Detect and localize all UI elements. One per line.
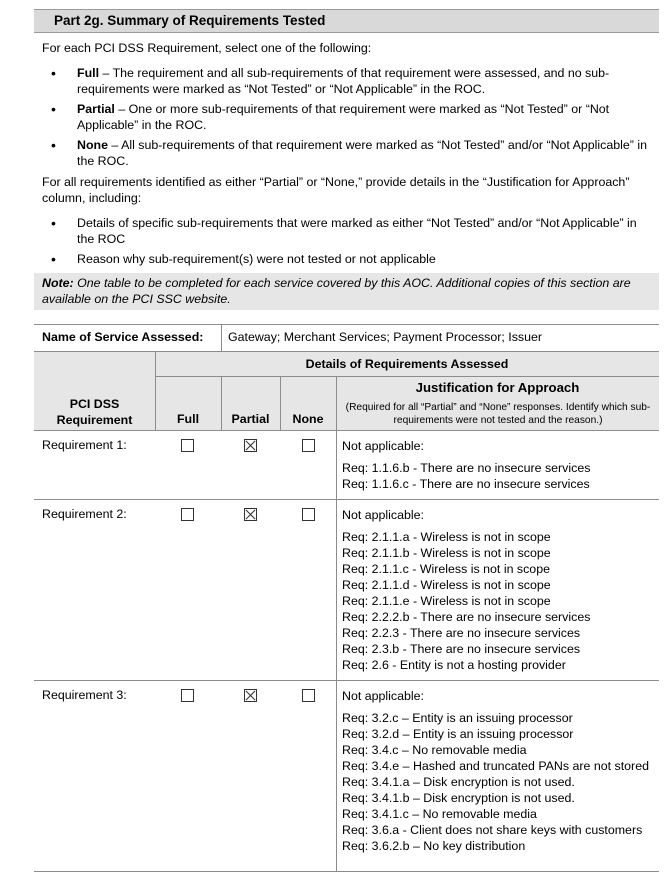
note-box	[34, 273, 659, 310]
divider	[155, 376, 659, 377]
divider	[34, 499, 659, 500]
justification-heading: Not applicable:	[342, 439, 424, 453]
divider	[221, 324, 222, 352]
option-partial: Partial – One or more sub-requirements of that requirement were marked as “Not Tested” or “Not Applicable” in the ROC.	[77, 102, 610, 132]
note-label: Note:	[42, 276, 74, 290]
justification-lines: Req: 3.2.c – Entity is an issuing processor Req: 3.2.d – Entity is an issuing processor Req: 3.4.c – No removable media Req: 3.4.e – Hashed and truncated PANs are not stored Req: 3.4.1.a – Disk encryption is not used. Req: 3.4.1.b – Disk encryption is not used. Req: 3.4.1.c – No removable media Req: 3.6.a - Client does not share keys with customers Req: 3.6.2.b – No key distribution	[342, 711, 649, 853]
note-text: One table to be completed for each service covered by this AOC. Additional copies of this section are available on the PCI SSC website.	[42, 276, 631, 306]
requirement-label: Requirement 2:	[42, 507, 127, 521]
none-checkbox[interactable]	[302, 439, 315, 452]
divider	[34, 871, 659, 872]
justification-lines: Req: 2.1.1.a - Wireless is not in scope Req: 2.1.1.b - Wireless is not in scope Req: 2.1.1.c - Wireless is not in scope Req: 2.1.1.d - Wireless is not in scope Req: 2.1.1.e - Wireless is not in scope Req: 2.2.2.b - There are no insecure services Req: 2.2.3 - There are no insecure services Req: 2.3.b - There are no insecure services Req: 2.6 - Entity is not a hosting provider	[342, 530, 591, 672]
none-checkbox[interactable]	[302, 689, 315, 702]
partial-checkbox[interactable]	[244, 689, 257, 702]
bullet: •	[51, 215, 56, 231]
detail-item: Reason why sub-requirement(s) were not tested or not applicable	[77, 252, 436, 266]
justification-lines: Req: 1.1.6.b - There are no insecure services Req: 1.1.6.c - There are no insecure services	[342, 461, 591, 491]
bullet: •	[51, 101, 56, 117]
partial-checkbox[interactable]	[244, 508, 257, 521]
partial-checkbox[interactable]	[244, 439, 257, 452]
details-intro: For all requirements identified as either “Partial” or “None,” provide details in the “Justification for Approach” column, including:	[42, 175, 630, 205]
divider	[34, 680, 659, 681]
justification-heading: Not applicable:	[342, 689, 424, 703]
group-header: Details of Requirements Assessed	[305, 357, 509, 371]
bullet: •	[51, 65, 56, 81]
divider	[280, 376, 281, 430]
service-name-value: Gateway; Merchant Services; Payment Processor; Issuer	[228, 330, 543, 344]
requirement-label: Requirement 1:	[42, 438, 127, 452]
full-checkbox[interactable]	[181, 508, 194, 521]
detail-item: Details of specific sub-requirements that were marked as either “Not Tested” and/or “Not Applicable” in the ROC	[77, 216, 637, 246]
option-none: None – All sub-requirements of that requirement were marked as “Not Tested” and/or “Not Applicable” in the ROC.	[77, 138, 648, 168]
service-name-row	[34, 324, 659, 352]
col-justification: Justification for Approach	[415, 380, 580, 395]
bullet: •	[51, 251, 56, 267]
divider	[336, 376, 337, 430]
col-none: None	[292, 412, 324, 426]
option-full: Full – The requirement and all sub-requirements of that requirement were assessed, and no sub-requirements were marked as “Not Tested” or “Not Applicable” in the ROC.	[77, 66, 610, 96]
requirement-label: Requirement 3:	[42, 688, 127, 702]
justification-heading: Not applicable:	[342, 508, 424, 522]
intro-text: For each PCI DSS Requirement, select one of the following:	[42, 41, 372, 55]
divider	[155, 352, 156, 430]
service-name-label: Name of Service Assessed:	[42, 330, 204, 344]
none-checkbox[interactable]	[302, 508, 315, 521]
section-header	[34, 9, 659, 33]
full-checkbox[interactable]	[181, 439, 194, 452]
col-justification-note: (Required for all “Partial” and “None” responses. Identify which sub-requirements were not tested and the reason.)	[345, 402, 651, 426]
col-full: Full	[176, 412, 200, 426]
divider	[34, 430, 659, 431]
divider	[336, 430, 337, 871]
col-requirement: PCI DSS Requirement	[56, 397, 133, 427]
col-partial: Partial	[231, 412, 270, 426]
divider	[221, 376, 222, 430]
bullet: •	[51, 137, 56, 153]
section-title: Part 2g. Summary of Requirements Tested	[54, 13, 326, 28]
full-checkbox[interactable]	[181, 689, 194, 702]
